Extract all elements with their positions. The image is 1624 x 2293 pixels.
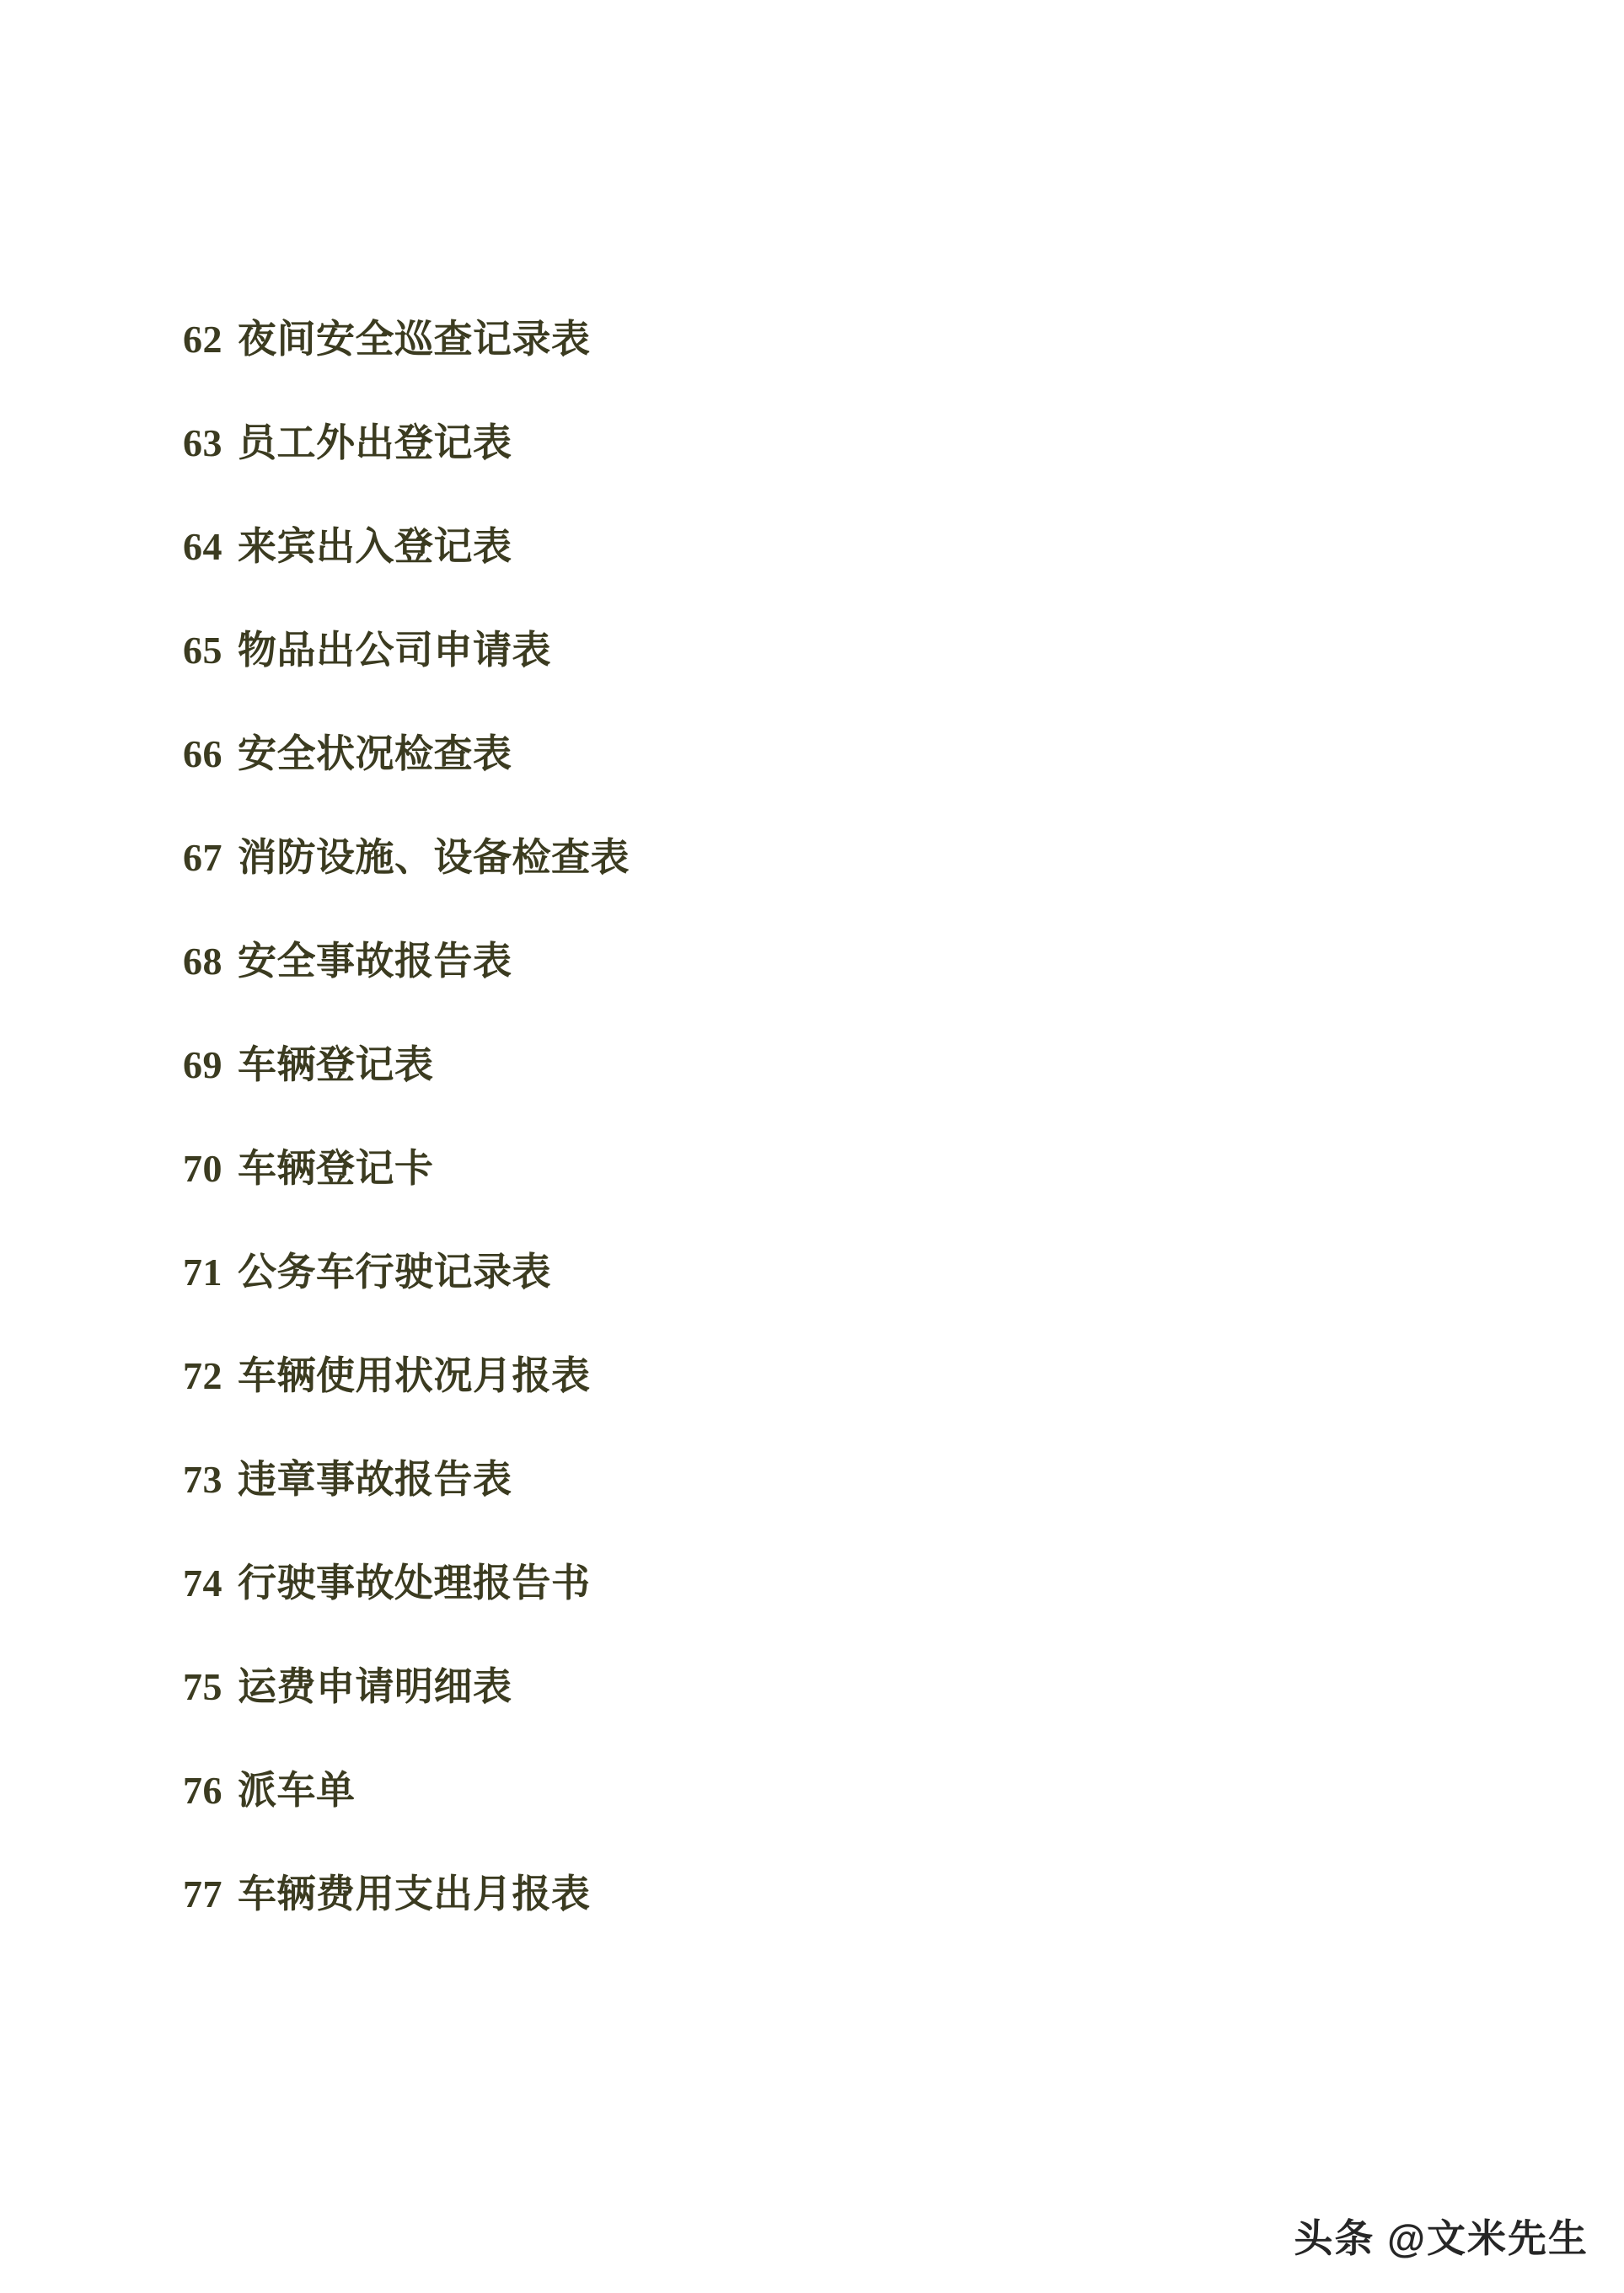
toc-item-number: 68 xyxy=(183,940,222,983)
toc-item-number: 64 xyxy=(183,525,222,568)
toc-item xyxy=(183,838,1540,878)
toc-item-title: 派车单 xyxy=(238,1769,356,1812)
toc-item xyxy=(183,1667,1540,1707)
toc-item xyxy=(183,734,1540,774)
toc-item xyxy=(183,941,1540,982)
toc-item xyxy=(183,319,1540,360)
toc-item-title: 公务车行驶记录表 xyxy=(238,1251,551,1294)
toc-item-title: 安全事故报告表 xyxy=(238,940,512,983)
toc-item xyxy=(183,1563,1540,1604)
toc-item-title: 来宾出入登记表 xyxy=(238,525,512,568)
toc-item xyxy=(183,630,1540,671)
toc-item-title: 车辆登记表 xyxy=(238,1043,434,1086)
toc-item-number: 75 xyxy=(183,1665,222,1708)
toc-item-number: 65 xyxy=(183,629,222,672)
toc-item xyxy=(183,1460,1540,1500)
toc-item-number: 62 xyxy=(183,318,222,361)
toc-item-title: 员工外出登记表 xyxy=(238,421,512,464)
toc-item-number: 74 xyxy=(183,1562,222,1605)
toc-item-number: 71 xyxy=(183,1251,222,1294)
toc-item xyxy=(183,423,1540,463)
table-of-contents xyxy=(183,319,1540,1978)
toc-item-number: 66 xyxy=(183,732,222,775)
toc-item-title: 违章事故报告表 xyxy=(238,1458,512,1501)
toc-item-title: 物品出公司申请表 xyxy=(238,629,551,672)
toc-item xyxy=(183,1149,1540,1189)
toc-item-number: 69 xyxy=(183,1043,222,1086)
toc-item xyxy=(183,1252,1540,1293)
toc-item xyxy=(183,1874,1540,1915)
toc-item-number: 77 xyxy=(183,1872,222,1915)
toc-item-number: 70 xyxy=(183,1147,222,1190)
toc-item-title: 安全状况检查表 xyxy=(238,732,512,775)
toc-item-title: 车辆费用支出月报表 xyxy=(238,1872,591,1915)
toc-item-title: 行驶事故处理报告书 xyxy=(238,1562,591,1605)
toc-item-title: 运费申请明细表 xyxy=(238,1665,512,1708)
toc-item xyxy=(183,527,1540,567)
toc-item-title: 车辆登记卡 xyxy=(238,1147,434,1190)
toc-item xyxy=(183,1356,1540,1396)
toc-item xyxy=(183,1045,1540,1085)
toutiao-watermark: 头条 @文米先生 xyxy=(1294,2216,1589,2260)
toc-item-number: 63 xyxy=(183,421,222,464)
toc-item-number: 72 xyxy=(183,1354,222,1397)
toc-item-number: 73 xyxy=(183,1458,222,1501)
toc-item-number: 67 xyxy=(183,836,222,879)
toc-item-title: 夜间安全巡查记录表 xyxy=(238,318,591,361)
toc-item-title: 消防设施、设备检查表 xyxy=(238,836,630,879)
toc-item-title: 车辆使用状况月报表 xyxy=(238,1354,591,1397)
toc-item xyxy=(183,1771,1540,1811)
toc-item-number: 76 xyxy=(183,1769,222,1812)
